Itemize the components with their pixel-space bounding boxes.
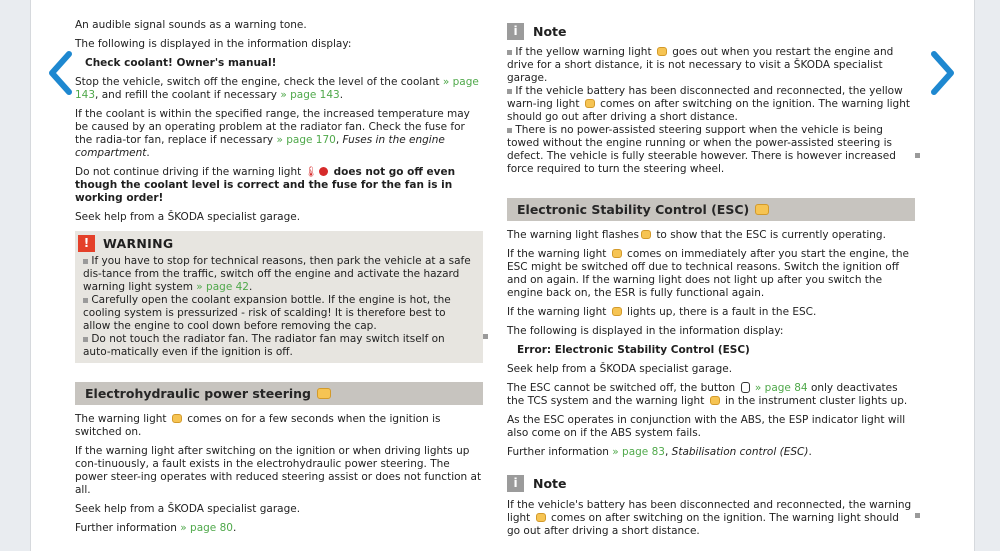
next-page-button[interactable] — [928, 50, 958, 96]
paragraph: Do not continue driving if the warning light 🌡 does not go off even though the coolant level is correct and the fuse for the fan is in working order! — [75, 166, 456, 204]
display-message: Error: Electronic Stability Control (ESC) — [517, 344, 750, 356]
paragraph: Further information » page 83, Stabilisation control (ESC). — [507, 446, 812, 458]
power-steering-warning-icon — [585, 99, 595, 108]
power-steering-warning-icon — [657, 47, 667, 56]
note-item: If the vehicle battery has been disconnected and reconnected, the yellow warn-ing light comes on after switching on the ignition. The warning light should go out after driving a short distance. — [507, 85, 910, 123]
paragraph: If the coolant is within the specified range, the increased temperature may be caused by an operating problem at the radiator fan. Check the fuse for the radia-tor fan, replace if necessary » page 170, Fuses in the engine compartment. — [75, 108, 470, 159]
bullet-icon — [83, 259, 88, 264]
page-link[interactable]: » page 143 — [280, 89, 340, 101]
paragraph: As the ESC operates in conjunction with the ABS, the ESP indicator light will also come on if the ABS system fails. — [507, 414, 906, 439]
paragraph: The following is displayed in the information display: — [75, 38, 352, 50]
bullet-icon — [83, 337, 88, 342]
chevron-right-icon — [928, 50, 958, 96]
warning-item: Carefully open the coolant expansion bottle. If the engine is hot, the cooling system is pressurized - risk of scalding! It is therefore best to allow the engine to cool down before removing the cap. — [83, 294, 451, 332]
paragraph: If the warning light lights up, there is a fault in the ESC. — [507, 306, 817, 318]
info-icon: i — [507, 475, 524, 492]
note-heading: i Note — [507, 473, 915, 493]
bullet-icon — [507, 89, 512, 94]
info-icon: i — [507, 23, 524, 40]
power-steering-warning-icon — [172, 414, 182, 423]
paragraph: If the warning light after switching on the ignition or when driving lights up con-tinuously, a fault exists in the electrohydraulic power steering. The power steer-ing operates with reduced steering assist or does not function at all. — [75, 445, 482, 496]
page-link[interactable]: » page 170 — [276, 134, 336, 146]
display-message: Check coolant! Owner's manual! — [85, 57, 277, 69]
bullet-icon — [507, 128, 512, 133]
paragraph: An audible signal sounds as a warning tone. — [75, 19, 307, 31]
esc-warning-icon — [612, 307, 622, 316]
section-end-marker — [483, 334, 488, 339]
paragraph: The ESC cannot be switched off, the button » page 84 only deactivates the TCS system and the warning light in the instrument cluster lights up. — [507, 382, 908, 407]
paragraph: If the vehicle's battery has been disconnected and reconnected, the warning light comes on after switching on the ignition. The warning light should go out after driving a short distance. — [507, 499, 912, 537]
esc-warning-icon — [710, 396, 720, 405]
manual-page — [30, 0, 975, 551]
paragraph: Seek help from a ŠKODA specialist garage. — [75, 211, 301, 223]
section-end-marker — [915, 153, 920, 158]
prev-page-button[interactable] — [45, 50, 75, 96]
esc-warning-icon — [612, 249, 622, 258]
warning-box — [75, 231, 483, 363]
paragraph: Seek help from a ŠKODA specialist garage. — [75, 503, 301, 515]
section-end-marker — [915, 513, 920, 518]
note-heading: i Note — [507, 21, 915, 41]
paragraph: Stop the vehicle, switch off the engine, check the level of the coolant » page 143, and refill the coolant if necessary » page 143. — [75, 76, 479, 101]
warning-item: If you have to stop for technical reasons, then park the vehicle at a safe dis-tance from the traffic, switch off the engine and activate the hazard warning light system » page 42. — [83, 255, 471, 293]
warning-title: WARNING — [103, 235, 174, 251]
bullet-icon — [83, 298, 88, 303]
warning-item: Do not touch the radiator fan. The radiator fan may switch itself on auto-matically even if the ignition is off. — [83, 333, 445, 358]
power-steering-warning-icon — [317, 388, 331, 399]
esc-button-icon — [741, 382, 750, 393]
page-link[interactable]: » page 83 — [612, 446, 665, 458]
coolant-warning-icon: 🌡 — [304, 167, 318, 178]
paragraph: The warning light flashes to show that the ESC is currently operating. — [507, 229, 886, 241]
esc-warning-icon — [755, 204, 769, 215]
section-heading: Electronic Stability Control (ESC) — [507, 198, 915, 221]
note-item: There is no power-assisted steering support when the vehicle is being towed without the engine running or when the power-assisted steering is defect. The vehicle is fully steerable however. There is however increased force required to turn the steering wheel. — [507, 124, 896, 175]
note-item: If the yellow warning light goes out when you restart the engine and drive for a short distance, it is not necessary to visit a ŠKODA specialist garage. — [507, 46, 894, 84]
section-heading: Electrohydraulic power steering — [75, 382, 483, 405]
right-column — [507, 0, 915, 538]
page-link[interactable]: » page 80 — [180, 522, 233, 534]
page-link[interactable]: » page 84 — [754, 382, 808, 394]
page-link[interactable]: » page 42 — [196, 281, 249, 293]
paragraph: The following is displayed in the information display: — [507, 325, 784, 337]
paragraph: The warning light comes on for a few seconds when the ignition is switched on. — [75, 413, 441, 438]
left-column — [75, 0, 483, 535]
exclamation-icon: ! — [78, 235, 95, 252]
esc-warning-icon — [536, 513, 546, 522]
red-warning-light-icon — [319, 167, 328, 176]
page-link[interactable]: » page 143 — [75, 76, 479, 101]
chevron-left-icon — [45, 50, 75, 96]
paragraph: Further information » page 80. — [75, 522, 237, 534]
esc-warning-icon — [641, 230, 651, 239]
paragraph: If the warning light comes on immediately after you start the engine, the ESC might be switched off due to technical reasons. Switch the ignition off and on again. If the warning light does not light up after you switch the engine back on, the ESR is fully functional again. — [507, 248, 909, 299]
bullet-icon — [507, 50, 512, 55]
paragraph: Seek help from a ŠKODA specialist garage. — [507, 363, 733, 375]
